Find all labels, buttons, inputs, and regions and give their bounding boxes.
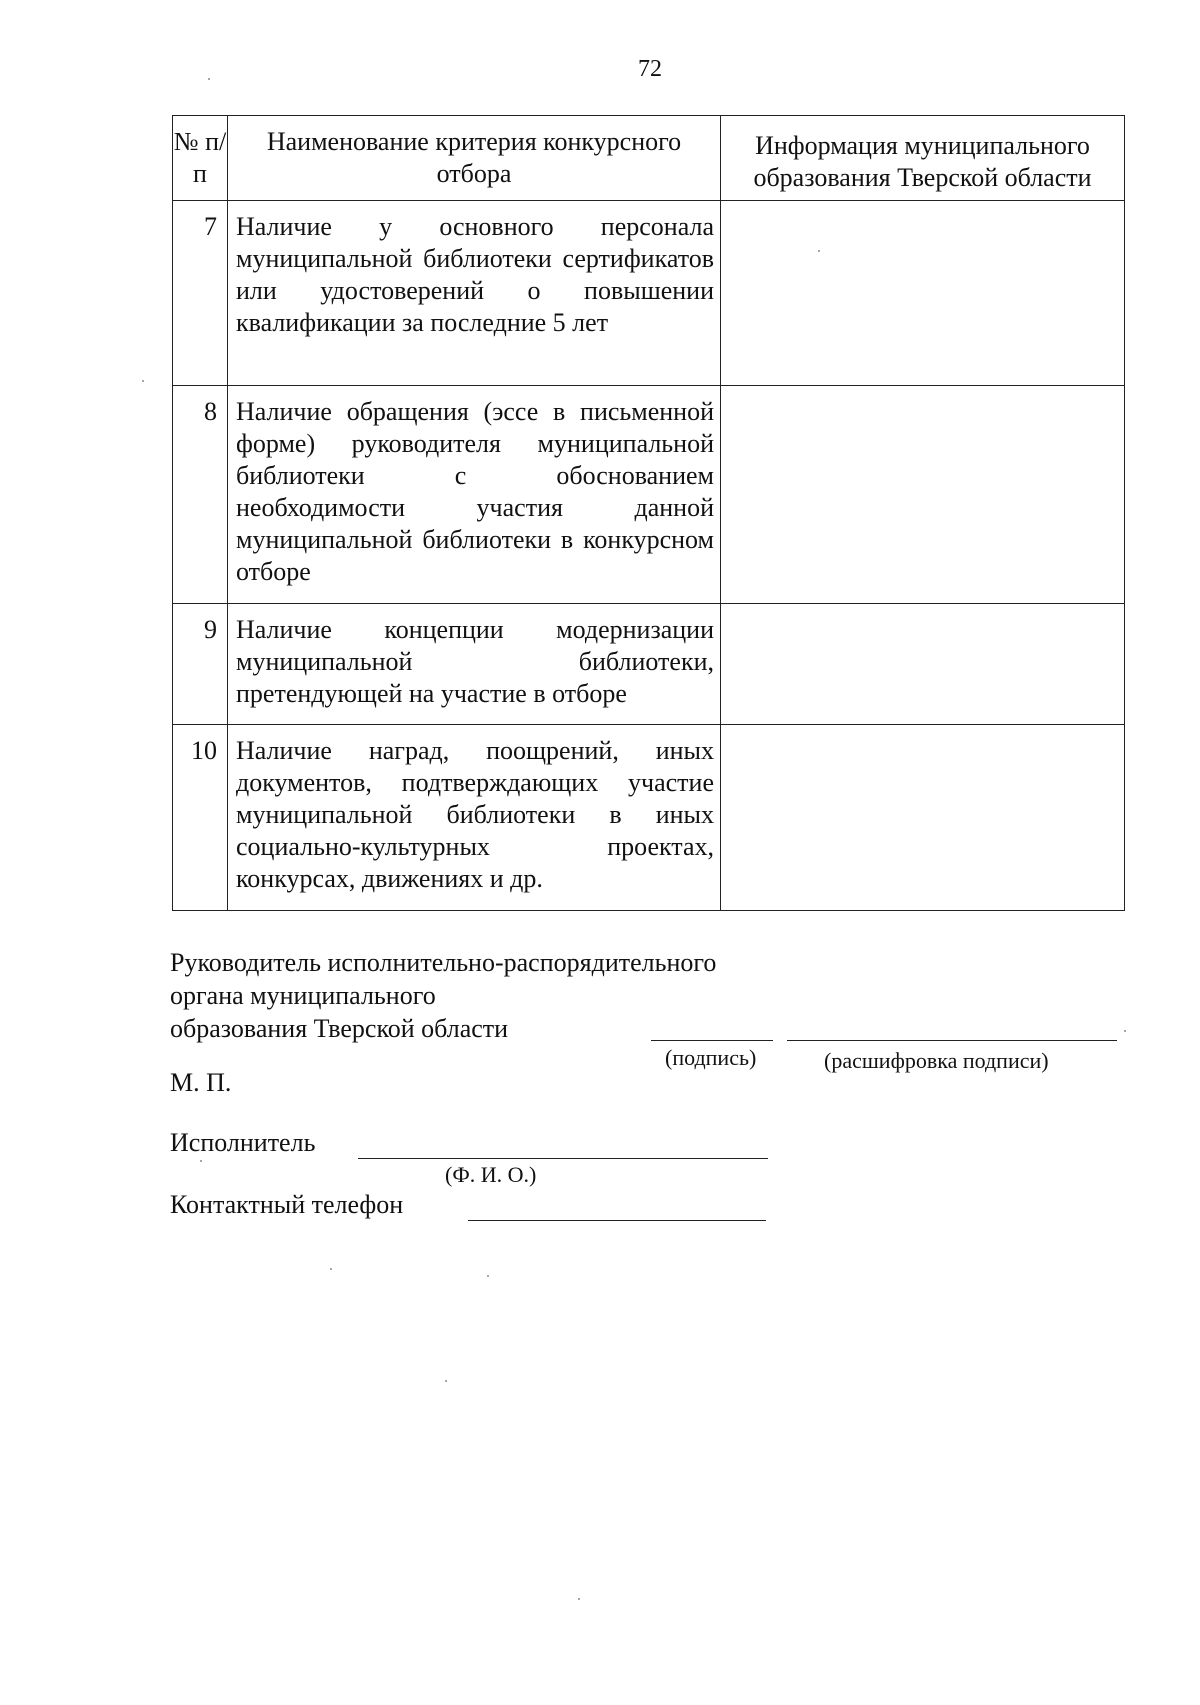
signature-decode-caption: (расшифровка подписи) — [824, 1048, 1049, 1073]
page-number: 72 — [638, 56, 662, 82]
header-criterion-name: Наименование критерия конкурсного отбора — [228, 116, 721, 201]
row-number: 7 — [173, 201, 228, 386]
row-criterion: Наличие концепции модернизации муниципальной библиотеки, претендующей на участие в отборе — [228, 604, 721, 725]
header-municipality-info: Информация муниципального образования Тверской области — [721, 116, 1125, 201]
header-number: № п/п — [173, 116, 228, 201]
scan-speck — [818, 250, 820, 252]
phone-label: Контактный телефон — [170, 1190, 404, 1219]
signature-line — [651, 1040, 773, 1041]
signature-decode-line — [787, 1040, 1117, 1041]
signatory-line-2: органа муниципального — [170, 981, 436, 1010]
table-row — [173, 604, 1125, 725]
scan-speck — [142, 380, 144, 382]
table-row — [173, 725, 1125, 911]
row-info-cell — [721, 201, 1125, 386]
scan-speck — [1124, 1030, 1126, 1032]
table-header-row — [173, 116, 1125, 201]
scan-speck — [330, 1268, 332, 1270]
row-info-cell — [721, 604, 1125, 725]
row-number: 8 — [173, 386, 228, 604]
signatory-line-3: образования Тверской области — [170, 1014, 509, 1043]
executor-label: Исполнитель — [170, 1128, 316, 1157]
row-info-cell — [721, 386, 1125, 604]
scan-speck — [200, 1160, 202, 1162]
row-number: 9 — [173, 604, 228, 725]
criteria-table — [172, 115, 1125, 911]
stamp-place-label: М. П. — [170, 1068, 232, 1097]
signature-caption: (подпись) — [665, 1045, 757, 1070]
scan-speck — [578, 1598, 580, 1600]
phone-line — [468, 1220, 766, 1221]
row-info-cell — [721, 725, 1125, 911]
signatory-block — [170, 946, 716, 1045]
scan-speck — [208, 78, 210, 80]
signatory-line-1: Руководитель исполнительно-распорядительного — [170, 948, 717, 977]
row-number: 10 — [173, 725, 228, 911]
table-row — [173, 386, 1125, 604]
fio-caption: (Ф. И. О.) — [445, 1162, 537, 1187]
scan-speck — [487, 1275, 489, 1277]
scan-speck — [445, 1380, 447, 1382]
executor-name-line — [358, 1158, 768, 1159]
table-row — [173, 201, 1125, 386]
row-criterion: Наличие у основного персонала муниципальной библиотеки сертификатов или удостоверений о повышении квалификации за последние 5 лет — [228, 201, 721, 386]
row-criterion: Наличие наград, поощрений, иных документов, подтверждающих участие муниципальной библиотеки в иных социально-культурных проектах, конкурсах, движениях и др. — [228, 725, 721, 911]
row-criterion: Наличие обращения (эссе в письменной форме) руководителя муниципальной библиотеки с обоснованием необходимости участия данной муниципальной библиотеки в конкурсном отборе — [228, 386, 721, 604]
